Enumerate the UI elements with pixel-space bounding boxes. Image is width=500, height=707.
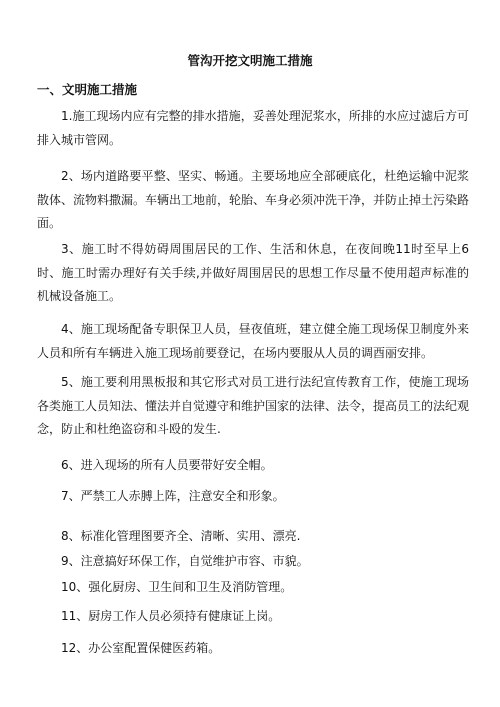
paragraph-12: 12、办公室配置保健医药箱。 [61, 641, 221, 655]
paragraph-2: 2、场内道路要平整、坚实、畅通。主要场地应全部硬底化，杜绝运输中泥浆散体、流物料撒漏。车辆出工地前，轮胎、车身必须冲洗干净，并防止掉土污染路面。 [37, 169, 470, 230]
paragraph-3: 3、施工时不得妨碍周围居民的工作、生活和休息，在夜间晚11时至早上6时、施工时需办理好有关手续,并做好周围居民的思想工作尽量不使用超声标准的机械设备施工。 [37, 242, 469, 303]
paragraph-10: 10、强化厨房、卫生间和卫生及消防管理。 [61, 580, 293, 594]
paragraph-9: 9、注意搞好环保工作，自觉维护市容、市貌。 [61, 554, 309, 568]
paragraph-11: 11、厨房工作人员必须持有健康证上岗。 [61, 609, 281, 623]
paragraph-8: 8、标准化管理图要齐全、清晰、实用、漂亮. [61, 529, 301, 543]
document-title: 管沟开挖文明施工措施 [187, 53, 313, 68]
paragraph-5: 5、施工要利用黑板报和其它形式对员工进行法纪宣传教育工作，使施工现场各类施工人员知法、懂法并自觉遵守和维护国家的法律、法令，提高员工的法纪观念，防止和杜绝盗窃和斗殴的发生. [37, 375, 470, 436]
paragraph-1: 1.施工现场内应有完整的排水措施，妥善处理泥浆水，所排的水应过滤后方可排入城市管网。 [37, 109, 469, 147]
section-heading: 一、文明施工措施 [37, 82, 138, 97]
paragraph-6: 6、进入现场的所有人员要带好安全帽。 [61, 458, 273, 472]
paragraph-7: 7、严禁工人赤膊上阵，注意安全和形象。 [61, 489, 285, 503]
paragraph-4: 4、施工现场配备专职保卫人员，昼夜值班，建立健全施工现场保卫制度外来人员和所有车辆进入施工现场前要登记，在场内要服从人员的调酉丽安排。 [37, 322, 469, 360]
